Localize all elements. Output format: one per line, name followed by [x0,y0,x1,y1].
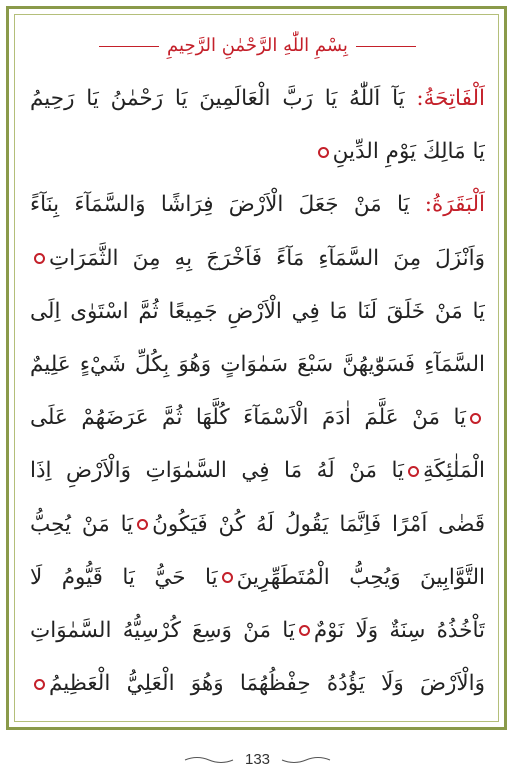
left-ornament-icon [183,755,235,765]
line-text: التَّوَّابِينَ وَيُحِبُّ الْمُتَطَهِّرِينَ [236,564,485,590]
verse-end-circle-icon [318,147,329,158]
line-text: يَا مَالِكَ يَوْمِ الدِّينِ [332,139,485,165]
surah-label: اَلْفَاتِحَةُ: [404,86,485,111]
line-text: وَالْاَرْضَ وَلَا يَؤُدُهُ حِفْظُهُمَا وَهُوَ الْعَلِيُّ الْعَظِيمُ [49,671,485,697]
verse-end-circle-icon [137,519,148,530]
line-text: يَا مَنْ جَعَلَ الْاَرْضَ فِرَاشًا وَالسَّمَآءَ بِنَآءً [30,192,410,218]
line-text-rest: يَا مَنْ يُحِبُّ [30,511,134,537]
text-line [30,657,485,710]
line-text: السَّمَآءِ فَسَوّٰيهُنَّ سَبْعَ سَمٰوَاتٍ وَهُوَ بِكُلِّ شَيْءٍ عَلِيمٌ [30,351,485,377]
text-line [30,72,485,125]
text-line [30,285,485,338]
text-body [30,72,485,710]
text-line [30,232,485,285]
verse-end-circle-icon [34,253,45,264]
text-line [30,551,485,604]
line-text: يَا مَنْ خَلَقَ لَنَا مَا فِي الْاَرْضِ جَمِيعًا ثُمَّ اسْتَوٰى اِلَى [30,298,485,324]
line-text: يَا مَنْ عَلَّمَ اٰدَمَ الْاَسْمَآءَ كُلَّهَا ثُمَّ عَرَضَهُمْ عَلَى [30,405,466,431]
text-line [30,391,485,444]
surah-label: اَلْبَقَرَةُ: [409,192,485,218]
line-text: الْمَلٰئِكَةِ [423,458,485,484]
text-line [30,444,485,497]
verse-end-circle-icon [408,466,419,477]
line-text-rest: يَا مَنْ وَسِعَ كُرْسِيُّهُ السَّمٰوَاتِ [30,617,295,643]
text-line [30,498,485,551]
basmala-heading: بِسْمِ اللّٰهِ الرَّحْمٰنِ الرَّحِيمِ [0,26,515,66]
line-text: قَضٰى اَمْرًا فَاِنَّمَا يَقُولُ لَهُ كُنْ فَيَكُونُ [152,511,485,537]
line-text-rest: يَا حَيُّ يَا قَيُّومُ لَا [30,564,218,590]
text-line [30,338,485,391]
page-number: 133 [244,751,271,768]
text-line [30,178,485,231]
verse-end-circle-icon [222,572,233,583]
line-text: تَاْخُذُهُ سِنَةٌ وَلَا نَوْمٌ [313,617,485,643]
verse-end-circle-icon [299,625,310,636]
line-text: يَآ اَللّٰهُ يَا رَبَّ الْعَالَمِينَ يَا رَحْمٰنُ يَا رَحِيمُ [30,86,405,111]
line-text: وَاَنْزَلَ مِنَ السَّمَآءِ مَآءً فَاَخْرَجَ بِهِ مِنَ الثَّمَرَاتِ [49,245,485,271]
verse-end-circle-icon [470,413,481,424]
verse-end-circle-icon [34,679,45,690]
right-ornament-icon [280,755,332,765]
line-text-rest: يَا مَنْ لَهُ مَا فِي السَّمٰوَاتِ وَالْاَرْضِ اِذَا [30,458,405,484]
text-line [30,604,485,657]
page-footer [0,748,515,772]
text-line [30,125,485,178]
